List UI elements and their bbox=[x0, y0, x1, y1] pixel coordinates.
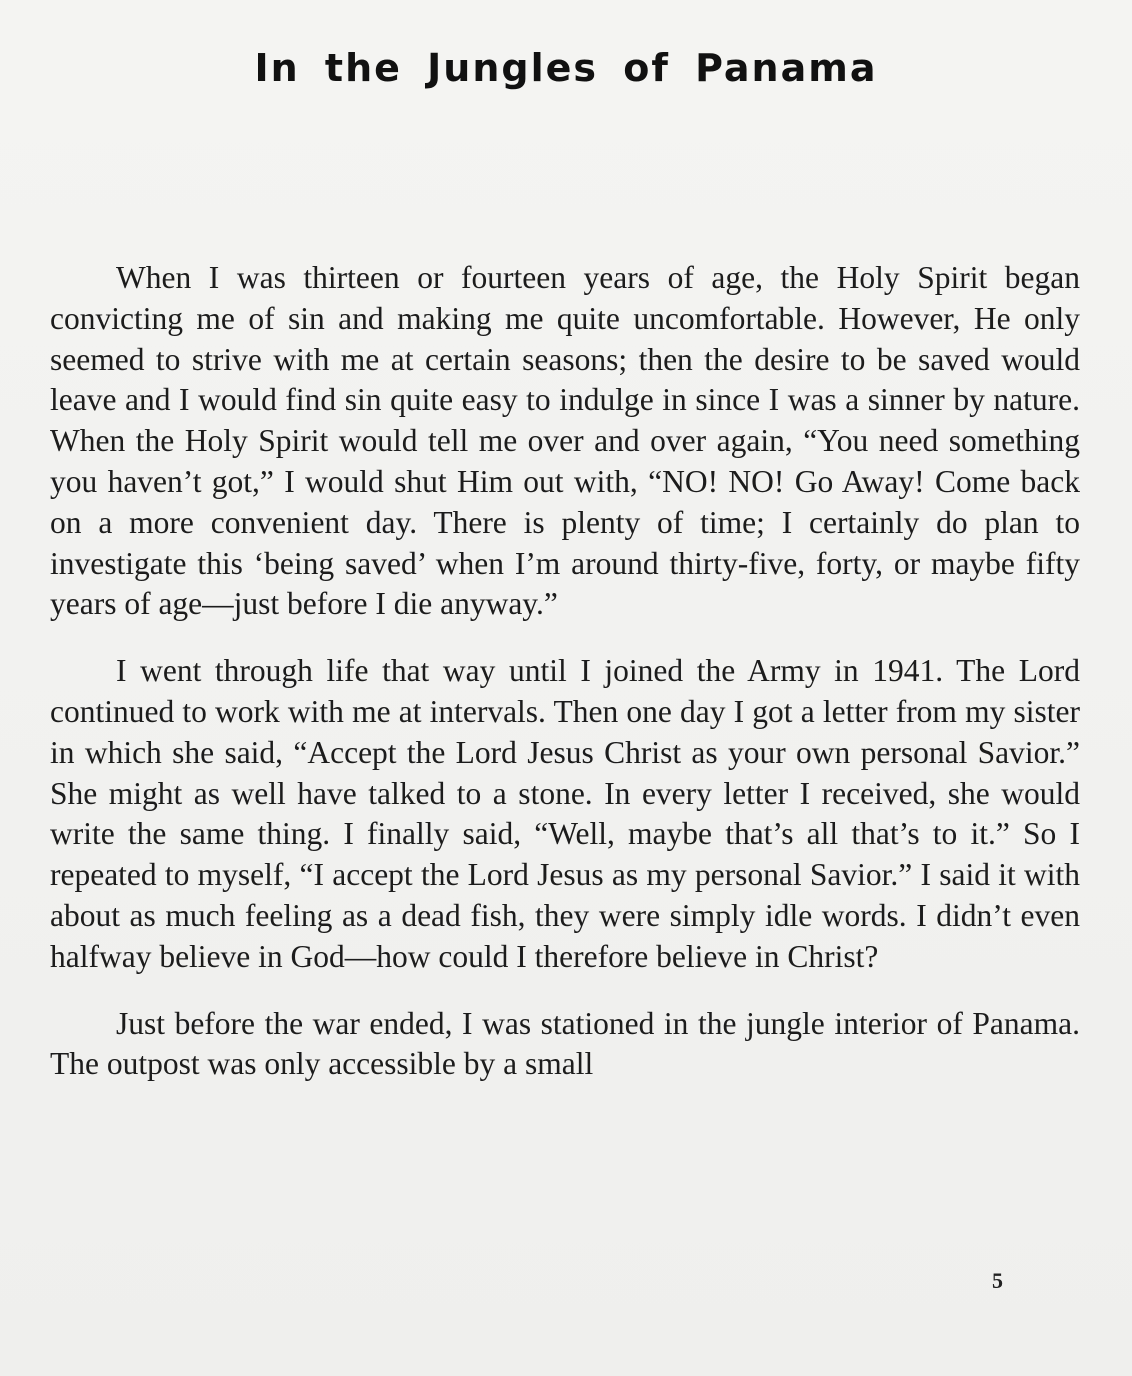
chapter-title: In the Jungles of Panama bbox=[254, 46, 878, 90]
paragraph-2: I went through life that way until I joined the Army in 1941. The Lord continued to work with me at intervals. Then one day I got a letter from my sister in which she said, “Accept the Lord Jesus Christ as your own personal Savior.” She might as well have talked to a stone. In every letter I received, she would write the same thing. I finally said, “Well, maybe that’s all that’s to it.” So I repeated to myself, “I accept the Lord Jesus as my personal Savior.” I said it with about as much feeling as a dead fish, they were simply idle words. I didn’t even halfway believe in God—how could I therefore believe in Christ? bbox=[50, 653, 1080, 974]
page-number: 5 bbox=[992, 1268, 1003, 1293]
paragraph-3: Just before the war ended, I was stationed in the jungle interior of Panama. The outpost was only accessible by a small bbox=[50, 1005, 1080, 1082]
body-text bbox=[50, 258, 1080, 1111]
paragraph-1: When I was thirteen or fourteen years of age, the Holy Spirit began convicting me of sin and making me quite uncomfortable. However, He only seemed to strive with me at certain seasons; then the desire to be saved would leave and I would find sin quite easy to indulge in since I was a sinner by nature. When the Holy Spirit would tell me over and over again, “You need something you haven’t got,” I would shut Him out with, “NO! NO! Go Away! Come back on a more convenient day. There is plenty of time; I certainly do plan to investigate this ‘being saved’ when I’m around thirty-five, forty, or maybe fifty years of age—just before I die anyway.” bbox=[50, 260, 1080, 622]
